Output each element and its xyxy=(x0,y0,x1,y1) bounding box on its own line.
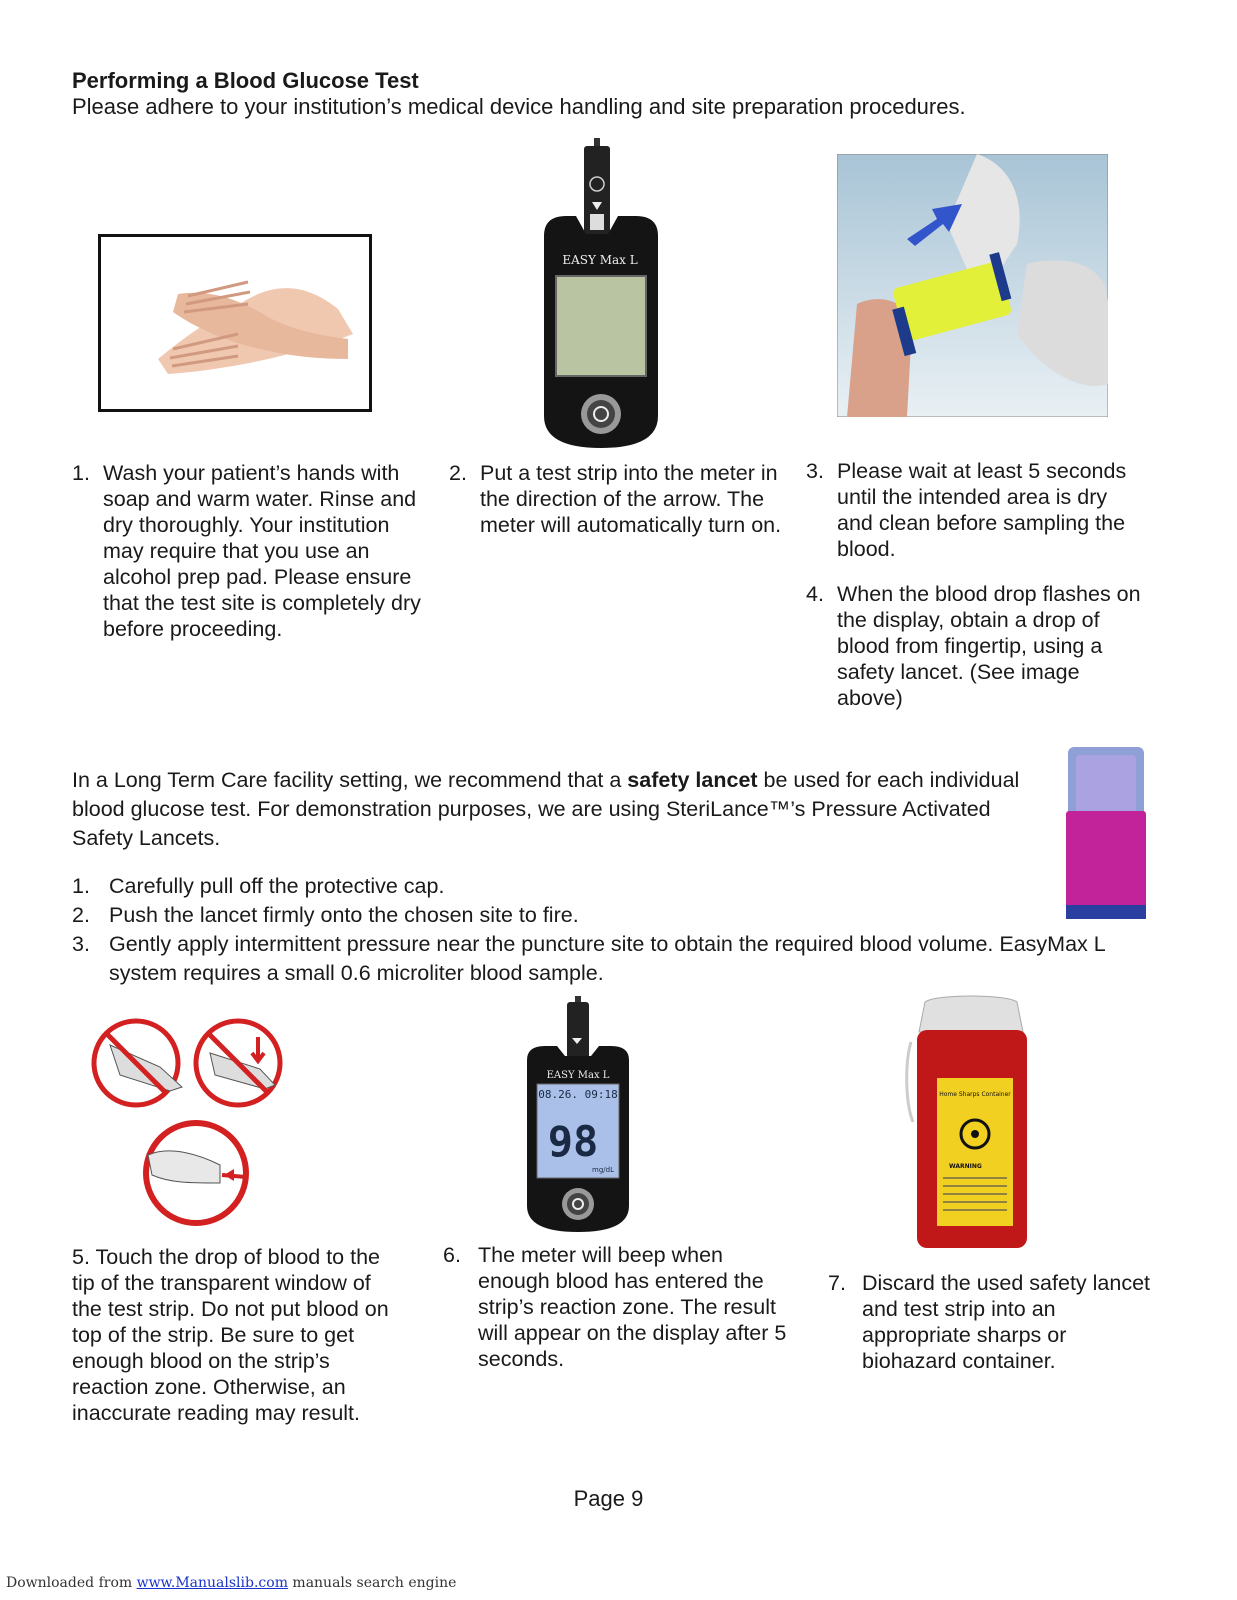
step-4 xyxy=(806,581,1146,711)
sharps-label-warning: WARNING xyxy=(949,1163,982,1170)
meter-with-strip-image xyxy=(536,136,666,450)
step-4-number: 4. xyxy=(806,582,824,606)
step-3 xyxy=(806,458,1146,562)
step-6 xyxy=(443,1242,788,1372)
step-7-number: 7. xyxy=(828,1271,846,1295)
step-7 xyxy=(828,1270,1153,1374)
finger-lancet-image xyxy=(837,154,1108,417)
lancet-paragraph-bold: safety lancet xyxy=(627,768,758,792)
step-5 xyxy=(72,1244,392,1426)
hand-washing-image xyxy=(98,234,372,412)
step-1-text: Wash your patient’s hands with soap and warm water. Rinse and dry thoroughly. Your institution may require that you use an alcohol prep pad. Please ensure that the test site is completely dry before proceeding. xyxy=(103,461,421,641)
lancet-paragraph xyxy=(72,766,1032,853)
lancet-step-1-number: 1. xyxy=(72,874,90,898)
lancet-paragraph-lead: In a Long Term Care facility setting, we recommend that a xyxy=(72,768,628,792)
sharps-container-image xyxy=(905,992,1037,1250)
list-item xyxy=(72,930,1112,988)
step-3-number: 3. xyxy=(806,459,824,483)
footer-suffix: manuals search engine xyxy=(287,1575,457,1591)
footer-prefix: Downloaded from xyxy=(6,1575,137,1591)
step-2-number: 2. xyxy=(449,461,467,485)
step-6-number: 6. xyxy=(443,1243,461,1267)
sharps-label-title: Home Sharps Container xyxy=(939,1091,1011,1098)
lancet-step-3-number: 3. xyxy=(72,932,90,956)
meter-date-time: 08.26. 09:18 xyxy=(538,1088,618,1101)
meter-reading-value: 98 xyxy=(547,1117,599,1166)
meter-unit: mg/dL xyxy=(592,1166,614,1174)
page-number: Page 9 xyxy=(573,1486,644,1511)
manualslib-link[interactable]: www.Manualslib.com xyxy=(136,1575,288,1591)
list-item xyxy=(72,872,1112,901)
step-7-text: Discard the used safety lancet and test strip into an appropriate sharps or biohazard container. xyxy=(862,1271,1151,1373)
meter-brand-text: EASY Max L xyxy=(562,253,638,267)
lancet-step-2-number: 2. xyxy=(72,903,90,927)
step-3-text: Please wait at least 5 seconds until the intended area is dry and clean before sampling the blood. xyxy=(837,459,1127,561)
lancet-step-3-text: Gently apply intermittent pressure near the puncture site to obtain the required blood volume. EasyMax L system requires a small 0.6 microliter blood sample. xyxy=(109,932,1105,985)
lancet-step-2-text: Push the lancet firmly onto the chosen site to fire. xyxy=(109,903,579,927)
step-2 xyxy=(449,460,789,538)
step-1 xyxy=(72,460,432,642)
meter-brand-small: EASY Max L xyxy=(546,1070,610,1081)
step-6-text: The meter will beep when enough blood has entered the strip’s reaction zone. The result will appear on the display after 5 seconds. xyxy=(478,1243,787,1371)
step-2-text: Put a test strip into the meter in the direction of the arrow. The meter will automatically turn on. xyxy=(480,461,782,537)
list-item xyxy=(72,901,1112,930)
meter-reading-image xyxy=(523,994,633,1234)
footer xyxy=(6,1575,456,1591)
step-1-number: 1. xyxy=(72,461,90,485)
lancet-steps-list xyxy=(72,872,1112,988)
step-4-text: When the blood drop flashes on the display, obtain a drop of blood from fingertip, using a safety lancet. (See image above) xyxy=(837,582,1141,710)
lancet-step-1-text: Carefully pull off the protective cap. xyxy=(109,874,445,898)
strip-usage-diagram-image xyxy=(90,1015,300,1230)
page-heading: Performing a Blood Glucose Test xyxy=(72,68,419,93)
step-5-text: 5. Touch the drop of blood to the tip of the transparent window of the test strip. Do not put blood on top of the strip. Be sure to get enough blood on the strip’s reaction zone. Otherwise, an inaccurate reading may result. xyxy=(72,1245,389,1425)
intro-text: Please adhere to your institution’s medical device handling and site preparation procedures. xyxy=(72,94,966,119)
lancet-paragraph-tail: be used for each individual blood glucose test. For demonstration purposes, we are using SteriLance™’s Pressure Activated Safety Lancets. xyxy=(72,768,1020,850)
